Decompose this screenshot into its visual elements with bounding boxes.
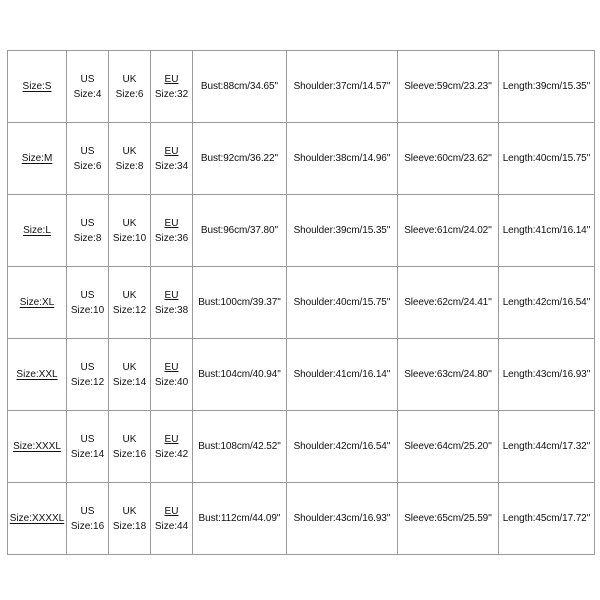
size-chart-table <box>7 50 595 555</box>
size-label-text: Size:S <box>22 81 52 92</box>
sleeve-measurement: Sleeve:62cm/24.41'' <box>398 267 499 339</box>
bust-measurement: Bust:100cm/39.37'' <box>193 267 287 339</box>
us-size: Size:14 <box>70 448 105 460</box>
size-label-text: Size:XXXXL <box>9 513 65 524</box>
eu-size-cell <box>151 411 193 483</box>
uk-size: Size:6 <box>115 88 144 100</box>
uk-size-cell <box>109 51 151 123</box>
uk-size-cell <box>109 411 151 483</box>
eu-code: EU <box>164 217 179 229</box>
size-label-text: Size:XL <box>19 297 55 308</box>
size-label-text: Size:L <box>23 225 51 236</box>
uk-size: Size:10 <box>112 232 147 244</box>
size-label-text: Size:M <box>21 153 53 164</box>
uk-size: Size:8 <box>115 160 144 172</box>
length-measurement: Length:44cm/17.32'' <box>499 411 595 483</box>
size-chart <box>7 50 594 547</box>
size-row-xxxl <box>8 411 595 483</box>
uk-size-cell <box>109 195 151 267</box>
us-size: Size:8 <box>73 232 102 244</box>
size-label <box>8 51 67 123</box>
uk-size: Size:16 <box>112 448 147 460</box>
eu-size: Size:34 <box>154 160 189 172</box>
uk-size-cell <box>109 483 151 555</box>
eu-size: Size:42 <box>154 448 189 460</box>
sleeve-measurement: Sleeve:65cm/25.59'' <box>398 483 499 555</box>
eu-size: Size:40 <box>154 376 189 388</box>
eu-size-cell <box>151 267 193 339</box>
size-label <box>8 195 67 267</box>
uk-size: Size:12 <box>112 304 147 316</box>
size-row-s <box>8 51 595 123</box>
us-code: US <box>80 145 95 157</box>
shoulder-measurement: Shoulder:41cm/16.14'' <box>287 339 398 411</box>
us-size-cell <box>67 483 109 555</box>
size-label <box>8 267 67 339</box>
uk-size-cell <box>109 123 151 195</box>
eu-size-cell <box>151 195 193 267</box>
us-size-cell <box>67 339 109 411</box>
size-label <box>8 339 67 411</box>
us-size: Size:16 <box>70 520 105 532</box>
eu-size: Size:32 <box>154 88 189 100</box>
us-code: US <box>80 433 95 445</box>
us-size-cell <box>67 51 109 123</box>
eu-size: Size:44 <box>154 520 189 532</box>
uk-code: UK <box>122 433 137 445</box>
length-measurement: Length:41cm/16.14'' <box>499 195 595 267</box>
eu-code: EU <box>164 289 179 301</box>
eu-code: EU <box>164 361 179 373</box>
shoulder-measurement: Shoulder:38cm/14.96'' <box>287 123 398 195</box>
us-size: Size:6 <box>73 160 102 172</box>
bust-measurement: Bust:112cm/44.09'' <box>193 483 287 555</box>
sleeve-measurement: Sleeve:60cm/23.62'' <box>398 123 499 195</box>
eu-code: EU <box>164 505 179 517</box>
us-size-cell <box>67 195 109 267</box>
us-code: US <box>80 361 95 373</box>
size-label <box>8 411 67 483</box>
shoulder-measurement: Shoulder:43cm/16.93'' <box>287 483 398 555</box>
size-label <box>8 123 67 195</box>
uk-code: UK <box>122 505 137 517</box>
eu-size-cell <box>151 123 193 195</box>
us-code: US <box>80 505 95 517</box>
us-size: Size:12 <box>70 376 105 388</box>
size-row-m <box>8 123 595 195</box>
uk-size-cell <box>109 267 151 339</box>
sleeve-measurement: Sleeve:61cm/24.02'' <box>398 195 499 267</box>
eu-size: Size:36 <box>154 232 189 244</box>
eu-size-cell <box>151 51 193 123</box>
eu-code: EU <box>164 73 179 85</box>
us-size-cell <box>67 411 109 483</box>
uk-code: UK <box>122 361 137 373</box>
uk-code: UK <box>122 145 137 157</box>
length-measurement: Length:45cm/17.72'' <box>499 483 595 555</box>
eu-size: Size:38 <box>154 304 189 316</box>
uk-size: Size:18 <box>112 520 147 532</box>
sleeve-measurement: Sleeve:64cm/25.20'' <box>398 411 499 483</box>
sleeve-measurement: Sleeve:63cm/24.80'' <box>398 339 499 411</box>
length-measurement: Length:39cm/15.35'' <box>499 51 595 123</box>
shoulder-measurement: Shoulder:39cm/15.35'' <box>287 195 398 267</box>
shoulder-measurement: Shoulder:37cm/14.57'' <box>287 51 398 123</box>
eu-code: EU <box>164 145 179 157</box>
size-label-text: Size:XXL <box>16 369 58 380</box>
uk-size-cell <box>109 339 151 411</box>
us-code: US <box>80 289 95 301</box>
uk-code: UK <box>122 73 137 85</box>
bust-measurement: Bust:88cm/34.65'' <box>193 51 287 123</box>
us-size-cell <box>67 123 109 195</box>
length-measurement: Length:42cm/16.54'' <box>499 267 595 339</box>
us-size: Size:4 <box>73 88 102 100</box>
uk-code: UK <box>122 289 137 301</box>
shoulder-measurement: Shoulder:40cm/15.75'' <box>287 267 398 339</box>
shoulder-measurement: Shoulder:42cm/16.54'' <box>287 411 398 483</box>
bust-measurement: Bust:92cm/36.22'' <box>193 123 287 195</box>
eu-size-cell <box>151 339 193 411</box>
uk-code: UK <box>122 217 137 229</box>
bust-measurement: Bust:104cm/40.94'' <box>193 339 287 411</box>
bust-measurement: Bust:108cm/42.52'' <box>193 411 287 483</box>
size-row-l <box>8 195 595 267</box>
size-label <box>8 483 67 555</box>
length-measurement: Length:40cm/15.75'' <box>499 123 595 195</box>
bust-measurement: Bust:96cm/37.80'' <box>193 195 287 267</box>
us-size: Size:10 <box>70 304 105 316</box>
us-code: US <box>80 217 95 229</box>
size-row-xl <box>8 267 595 339</box>
eu-code: EU <box>164 433 179 445</box>
size-label-text: Size:XXXL <box>13 441 61 452</box>
us-code: US <box>80 73 95 85</box>
uk-size: Size:14 <box>112 376 147 388</box>
size-row-xxl <box>8 339 595 411</box>
eu-size-cell <box>151 483 193 555</box>
sleeve-measurement: Sleeve:59cm/23.23'' <box>398 51 499 123</box>
size-row-xxxxl <box>8 483 595 555</box>
length-measurement: Length:43cm/16.93'' <box>499 339 595 411</box>
us-size-cell <box>67 267 109 339</box>
